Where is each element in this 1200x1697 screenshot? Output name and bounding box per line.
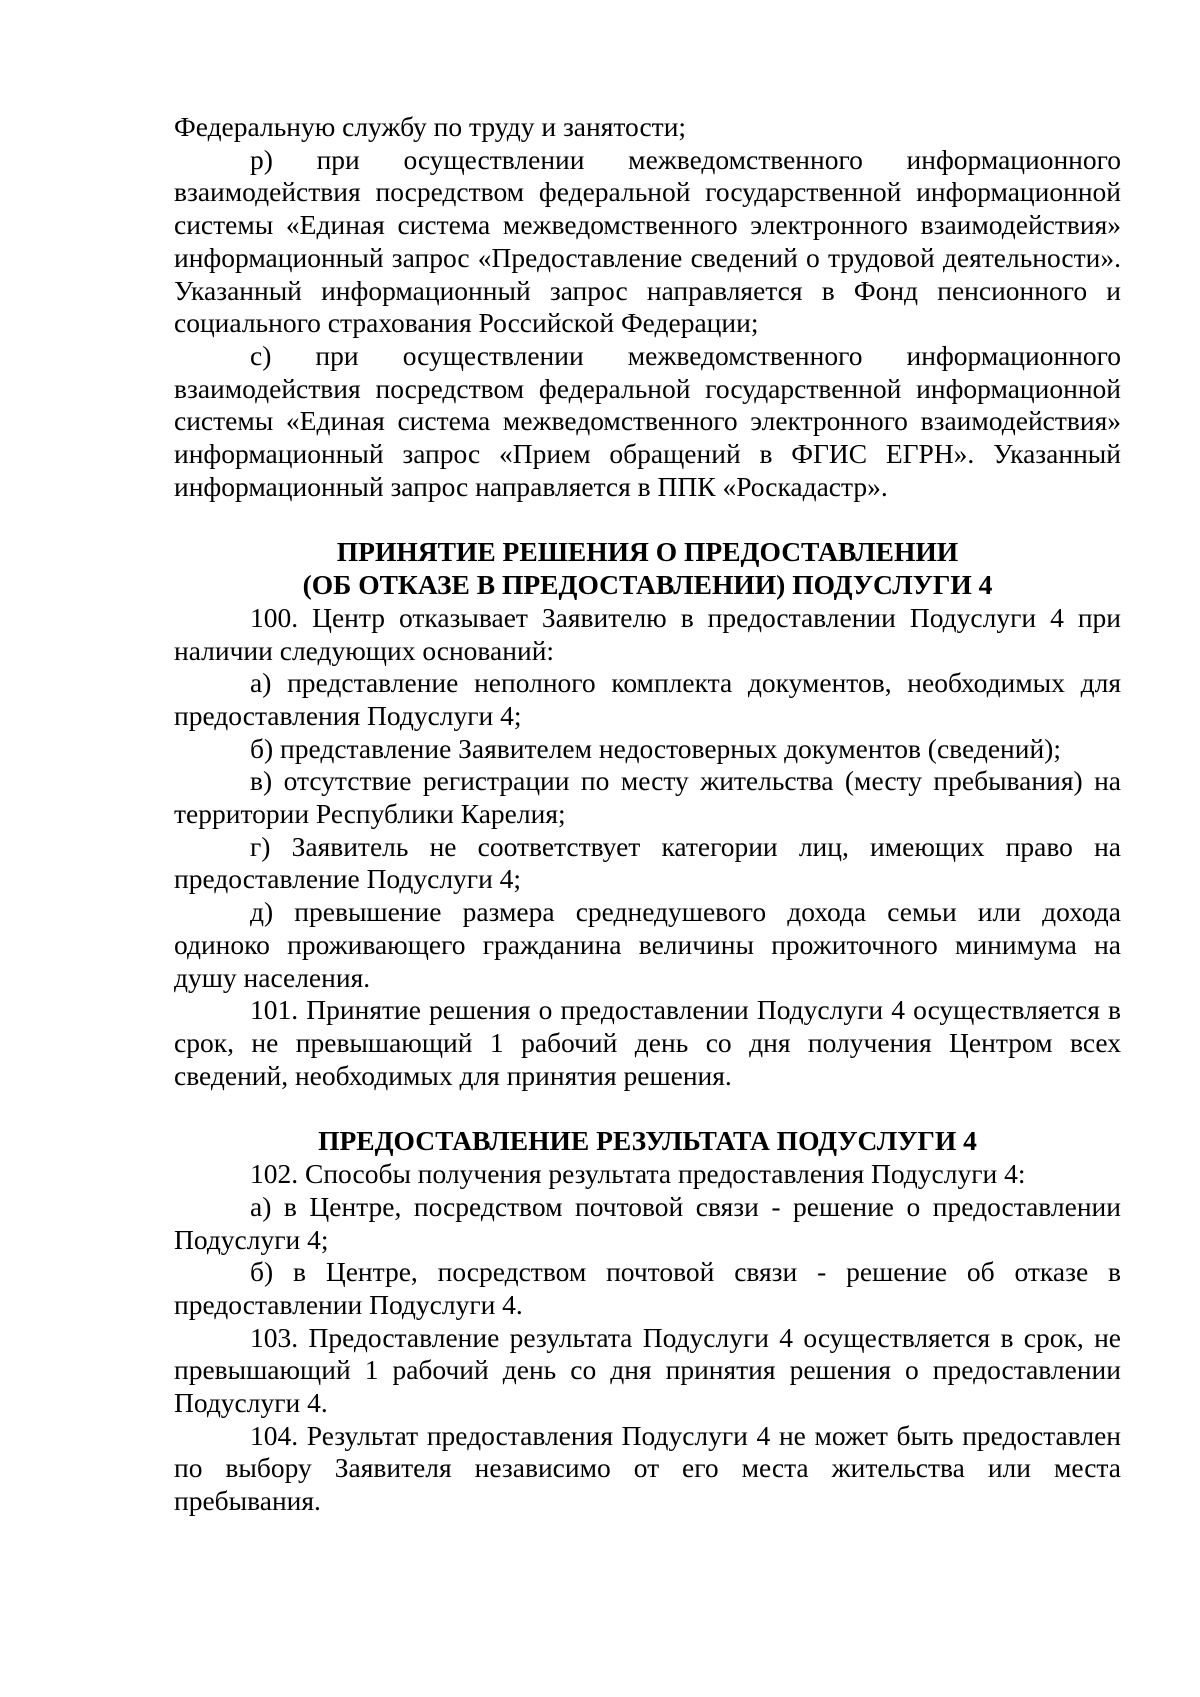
paragraph-102-a: а) в Центре, посредством почтовой связи - решение о предоставлении Подуслуги 4; — [174, 1190, 1121, 1255]
paragraph-100-a: а) представление неполного комплекта документов, необходимых для предоставления Подуслуги 4; — [174, 667, 1121, 731]
paragraph-102-b: б) в Центре, посредством почтовой связи - решение об отказе в предоставлении Подуслуги 4. — [174, 1256, 1121, 1320]
paragraph-100-d: д) превышение размера среднедушевого дохода семьи или дохода одиноко проживающего гражданина величины прожиточного минимума на душу населения. — [174, 896, 1121, 993]
section-heading-decision-line2: (ОБ ОТКАЗЕ В ПРЕДОСТАВЛЕНИИ) ПОДУСЛУГИ 4 — [302, 569, 993, 601]
section-gap — [174, 503, 1121, 536]
section-gap — [174, 1092, 1121, 1125]
paragraph-103: 103. Предоставление результата Подуслуги 4 осуществляется в срок, не превышающий 1 рабочий день со дня принятия решения о предоставлении Подуслуги 4. — [174, 1321, 1121, 1419]
paragraph-104: 104. Результат предоставления Подуслуги 4 не может быть предоставлен по выбору Заявителя независимо от его места жительства или места пребывания. — [174, 1419, 1121, 1517]
paragraph-item-r: р) при осуществлении межведомственного информационного взаимодействия посредством федеральной государственной информационной системы «Единая система межведомственного электронного взаимодействия» информационный запрос «Предоставление сведений о трудовой деятельности». Указанный информационный запрос направляется в Фонд пенсионного и социального страхования Российской Федерации; — [174, 143, 1121, 339]
paragraph-100-b: б) представление Заявителем недостоверных документов (сведений); — [250, 732, 1061, 764]
paragraph-continuation: Федеральную службу по труду и занятости; — [174, 111, 687, 142]
paragraph-item-s: с) при осуществлении межведомственного информационного взаимодействия посредством федеральной государственной информационной системы «Единая система межведомственного электронного взаимодействия» информационный запрос «Прием обращений в ФГИС ЕГРН». Указанный информационный запрос направляется в ППК «Роскадастр». — [174, 339, 1121, 502]
section-heading-decision-line1: ПРИНЯТИЕ РЕШЕНИЯ О ПРЕДОСТАВЛЕНИИ — [336, 536, 959, 568]
paragraph-100-v: в) отсутствие регистрации по месту жительства (месту пребывания) на территории Республики Карелия; — [174, 765, 1121, 830]
section-heading-result: ПРЕДОСТАВЛЕНИЕ РЕЗУЛЬТАТА ПОДУСЛУГИ 4 — [318, 1125, 977, 1157]
paragraph-101: 101. Принятие решения о предоставлении Подуслуги 4 осуществляется в срок, не превышающий 1 рабочий день со дня получения Центром всех сведений, необходимых для принятия решения. — [174, 994, 1121, 1091]
paragraph-100: 100. Центр отказывает Заявителю в предоставлении Подуслуги 4 при наличии следующих оснований: — [174, 601, 1121, 666]
paragraph-100-g: г) Заявитель не соответствует категории лиц, имеющих право на предоставление Подуслуги 4; — [174, 830, 1121, 895]
paragraph-102: 102. Способы получения результата предоставления Подуслуги 4: — [250, 1158, 1026, 1190]
